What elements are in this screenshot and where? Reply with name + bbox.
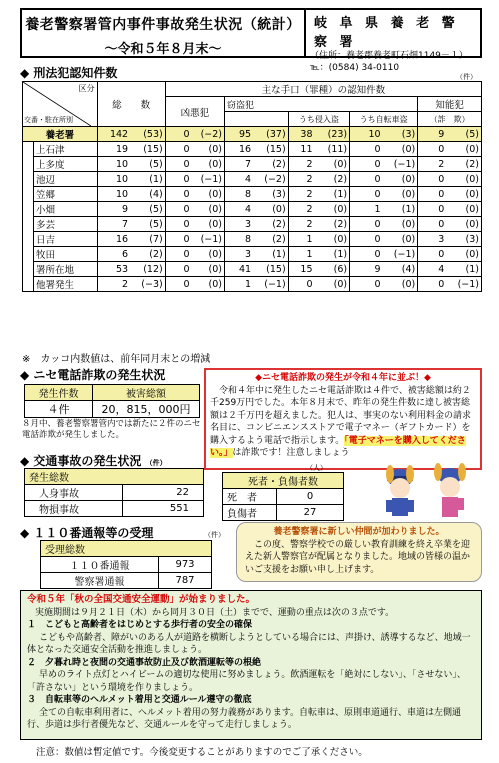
fraud-note: ８月中、養老警察署管内では新たに２件のニセ電話詐欺が発生しました。: [22, 419, 201, 440]
cell-value: 9: [97, 202, 130, 217]
cell-change: (−2): [192, 127, 225, 142]
news-announcement: [236, 522, 482, 582]
cell-value: 6: [97, 247, 130, 262]
cell-change: (2): [253, 232, 288, 247]
cell-value: 0: [165, 262, 191, 277]
campaign-point-1: １ こどもと高齢者をはじめとする歩行者の安全の確保: [27, 620, 253, 630]
cell-value: 0: [288, 277, 314, 292]
cell-change: (15): [130, 142, 165, 157]
table-row: [23, 142, 482, 157]
cell-change: (0): [315, 277, 350, 292]
cell-value: 0: [165, 127, 191, 142]
traffic-section-title: [20, 452, 167, 469]
mascot-left-icon: [386, 465, 414, 516]
cell-change: (−3): [130, 277, 165, 292]
cell-value: 53: [97, 262, 130, 277]
table-row: [23, 172, 482, 187]
news-body: この度、警察学校での厳しい教育訓練を終え卒業を迎えた新人警察官が配属となりました。地域の皆様の温かいご支援をお願い申し上げます。: [245, 539, 471, 575]
cell-change: (12): [130, 262, 165, 277]
cell-change: (0): [446, 247, 481, 262]
cell-change: (23): [315, 127, 350, 142]
station-name: 多芸: [33, 217, 97, 232]
header-org-box: [306, 8, 482, 73]
cell-value: 1: [288, 232, 314, 247]
station-name: 笠郷: [33, 187, 97, 202]
call110-station-value: 787: [159, 573, 212, 589]
cell-change: (−1): [383, 157, 418, 172]
table-row: [23, 217, 482, 232]
cell-change: (0): [192, 157, 225, 172]
cell-value: 16: [97, 232, 130, 247]
station-name: 署所在地: [33, 262, 97, 277]
table-row: [23, 262, 482, 277]
table-row: [23, 202, 482, 217]
header-kubun: 区分: [78, 84, 95, 93]
cell-change: (53): [130, 127, 165, 142]
cell-change: (1): [446, 262, 481, 277]
call110-emergency-value: 973: [159, 557, 212, 573]
cell-value: 19: [97, 142, 130, 157]
cell-value: 0: [350, 187, 383, 202]
cell-change: (−1): [192, 172, 225, 187]
traffic-property-value: 551: [123, 501, 204, 517]
campaign-point-3-body: 全ての自転車利用者に、ヘルメット着用の努力義務があります。自転車は、原則車道通行、車道は左側通行、歩道は歩行者優先など、交通ルールを守って走行しましょう。: [27, 707, 462, 730]
station-name: 日吉: [33, 232, 97, 247]
cell-value: 38: [288, 127, 314, 142]
crime-section-title: ◆ 刑法犯認知件数: [20, 66, 118, 80]
cell-change: (11): [315, 142, 350, 157]
row-indent: [23, 247, 34, 262]
header-title-box: [20, 8, 306, 58]
cell-change: (15): [253, 262, 288, 277]
casualty-death-label: 死 者: [223, 489, 277, 505]
traffic-unit: （件）: [145, 459, 167, 467]
call110-emergency-label: １１０番通報: [41, 557, 159, 573]
fraud-section-title: ◆ ニセ電話詐欺の発生状況: [20, 368, 166, 382]
campaign-box: [20, 590, 482, 740]
casualty-injured-label: 負傷者: [223, 505, 277, 521]
table-row: [23, 277, 482, 292]
cell-change: (1): [383, 202, 418, 217]
cell-change: (0): [446, 202, 481, 217]
cell-change: (0): [192, 217, 225, 232]
org-name: 岐 阜 県 養 老 警 察 署: [314, 16, 459, 50]
traffic-hdr: 発生総数: [25, 469, 204, 485]
call110-unit: （件）: [204, 531, 225, 539]
campaign-title: 令和５年「秋の全国交通安全運動」が始まりました。: [27, 594, 256, 605]
cell-value: 7: [97, 217, 130, 232]
cell-change: (−2): [253, 172, 288, 187]
header-bike: うち自転車盗: [350, 112, 418, 127]
cell-change: (1): [315, 247, 350, 262]
cell-value: 95: [225, 127, 254, 142]
traffic-title: ◆ 交通事故の発生状況: [20, 454, 142, 468]
fraud-count: ４件: [25, 401, 93, 418]
row-indent: [23, 217, 34, 232]
crime-header-diagonal: [23, 82, 98, 127]
cell-value: 0: [165, 217, 191, 232]
org-address: （住所：養老郡養老町石畑1149－１）: [310, 51, 468, 61]
call110-station-label: 警察署通報: [41, 573, 159, 589]
news-title: 養老警察署に新しい仲間が加わりました。: [273, 527, 445, 537]
casualty-injured-value: 27: [277, 505, 344, 521]
cell-change: (0): [446, 187, 481, 202]
cell-value: 0: [350, 277, 383, 292]
traffic-injury-label: 人身事故: [25, 485, 123, 501]
header-burglary: うち侵入盗: [288, 112, 349, 127]
fraud-col-count: 発生件数: [25, 385, 93, 401]
cell-value: 2: [288, 202, 314, 217]
cell-value: 2: [418, 157, 447, 172]
cell-change: (5): [130, 157, 165, 172]
call110-table: [40, 540, 212, 589]
cell-value: 2: [288, 157, 314, 172]
page-period: ～令和５年８月末～: [104, 42, 222, 57]
crime-table: [22, 81, 482, 292]
cell-value: 0: [350, 247, 383, 262]
cell-value: 0: [165, 202, 191, 217]
row-indent: [23, 172, 34, 187]
alert-tail: は詐欺です！注意しましょう: [232, 448, 350, 458]
cell-value: 10: [350, 127, 383, 142]
station-name: 牧田: [33, 247, 97, 262]
fraud-table: [24, 384, 200, 418]
traffic-table: [24, 468, 204, 517]
cell-change: (6): [315, 262, 350, 277]
campaign-point-2-body: 早めのライト点灯とハイビームの適切な使用に努めましょう。飲酒運転を「絶対にしない」、「させない」、「許さない」という環境を作りましょう。: [27, 670, 466, 693]
cell-change: (2): [315, 217, 350, 232]
cell-value: 0: [418, 187, 447, 202]
cell-value: 1: [288, 247, 314, 262]
alert-title: ◆ニセ電話詐欺の発生が令和４年に並ぶ！◆: [255, 373, 431, 383]
table-row: [23, 247, 482, 262]
cell-value: 0: [350, 172, 383, 187]
cell-change: (0): [446, 217, 481, 232]
cell-change: (2): [315, 172, 350, 187]
cell-value: 0: [350, 217, 383, 232]
page-title: 養老警察署管内事件事故発生状況（統計）: [25, 17, 301, 33]
cell-value: 2: [288, 187, 314, 202]
cell-value: 0: [350, 142, 383, 157]
cell-value: 0: [418, 247, 447, 262]
station-name: 養老署: [23, 127, 98, 142]
cell-change: (0): [192, 142, 225, 157]
cell-change: (4): [130, 187, 165, 202]
cell-change: (2): [253, 217, 288, 232]
crime-table-body: [23, 127, 482, 292]
call110-section-title: ◆ １１０番通報等の受理: [20, 526, 154, 540]
cell-value: 1: [350, 202, 383, 217]
cell-value: 11: [288, 142, 314, 157]
cell-value: 3: [225, 247, 254, 262]
cell-value: 8: [225, 187, 254, 202]
cell-value: 4: [225, 172, 254, 187]
cell-change: (0): [192, 202, 225, 217]
cell-change: (0): [446, 142, 481, 157]
cell-value: 0: [418, 202, 447, 217]
org-tel: ℡：(0584) 34-0110: [310, 63, 400, 73]
cell-change: (0): [315, 157, 350, 172]
cell-change: (0): [383, 277, 418, 292]
cell-change: (2): [253, 157, 288, 172]
cell-value: 0: [418, 217, 447, 232]
header-theft: 窃盗犯: [225, 97, 418, 112]
cell-value: 0: [350, 232, 383, 247]
header-violent: 凶悪犯: [165, 97, 224, 127]
cell-change: (7): [130, 232, 165, 247]
cell-change: (−1): [192, 232, 225, 247]
station-name: 小畑: [33, 202, 97, 217]
cell-value: 15: [288, 262, 314, 277]
cell-change: (5): [130, 202, 165, 217]
table-row: [23, 127, 482, 142]
cell-change: (0): [383, 232, 418, 247]
cell-change: (4): [383, 262, 418, 277]
campaign-point-1-body: こどもや高齢者、障がいのある人が道路を横断しようとしている場合には、声掛け、誘導するなど、地域一体となった交通安全活動を推進しましょう。: [27, 632, 471, 655]
row-indent: [23, 232, 34, 247]
cell-value: 3: [225, 217, 254, 232]
casualty-hdr: 死者・負傷者数: [223, 473, 344, 489]
header-station: 交番・駐在所別: [24, 116, 73, 124]
cell-change: (0): [192, 277, 225, 292]
cell-change: (0): [192, 187, 225, 202]
cell-value: 10: [97, 187, 130, 202]
header-intel: 知能犯: [418, 97, 482, 112]
fraud-alert-box: [204, 368, 482, 470]
cell-change: (0): [383, 187, 418, 202]
campaign-period: 実施期間は９月２１日（木）から同月３０日（土）までで、運動の重点は次の３点です。: [35, 607, 395, 618]
traffic-property-label: 物損事故: [25, 501, 123, 517]
header-fraud: （詐 欺）: [418, 112, 482, 127]
cell-change: (3): [253, 187, 288, 202]
cell-value: 10: [97, 157, 130, 172]
cell-value: 0: [418, 277, 447, 292]
cell-change: (0): [315, 202, 350, 217]
cell-value: 8: [225, 232, 254, 247]
cell-value: 0: [165, 247, 191, 262]
traffic-injury-value: 22: [123, 485, 204, 501]
cell-change: (−1): [383, 247, 418, 262]
cell-change: (37): [253, 127, 288, 142]
footer-note: 注意：数値は暫定値です。今後変更することがありますのでご了承ください。: [36, 747, 368, 758]
campaign-point-3: ３ 自転車等のヘルメット着用と交通ルール遵守の徹底: [27, 695, 252, 705]
cell-change: (1): [130, 172, 165, 187]
alert-body-wrap: [210, 385, 476, 460]
cell-value: 1: [225, 277, 254, 292]
cell-value: 3: [418, 232, 447, 247]
row-indent: [23, 157, 34, 172]
row-indent: [23, 202, 34, 217]
campaign-point-2: ２ 夕暮れ時と夜間の交通事故防止及び飲酒運転等の根絶: [27, 657, 262, 668]
row-indent: [23, 262, 34, 277]
fraud-col-amount: 被害総額: [93, 385, 200, 401]
cell-value: 4: [225, 202, 254, 217]
station-name: 他署発生: [33, 277, 97, 292]
cell-value: 0: [165, 277, 191, 292]
cell-value: 41: [225, 262, 254, 277]
table-row: [23, 232, 482, 247]
table-row: [23, 157, 482, 172]
cell-change: (0): [383, 217, 418, 232]
mascot-right-icon: [434, 463, 466, 517]
alert-body: 令和４年中に発生したニセ電話詐欺は４件で、被害総額は約２千259万円でした。本年８月末で、昨年の発生件数に達し被害総額は２千万円を超えました。犯人は、事実のない利用料金の請求名目に、コンビニエンスストアで電子マネー（ギフトカード）を購入するよう電話で指示します。: [210, 385, 472, 446]
fraud-amount: 20，815，000円: [93, 401, 200, 418]
cell-value: 0: [165, 172, 191, 187]
table-row: [23, 187, 482, 202]
cell-change: (−1): [253, 277, 288, 292]
cell-value: 0: [165, 142, 191, 157]
casualty-table: [222, 472, 344, 521]
cell-change: (0): [253, 202, 288, 217]
cell-change: (15): [253, 142, 288, 157]
cell-change: (1): [253, 247, 288, 262]
cell-value: 142: [97, 127, 130, 142]
cell-change: (0): [383, 142, 418, 157]
cell-change: (2): [446, 157, 481, 172]
header-total: 総 数: [97, 82, 165, 127]
row-indent: [23, 187, 34, 202]
row-indent: [23, 142, 34, 157]
cell-value: 0: [165, 232, 191, 247]
cell-value: 2: [288, 217, 314, 232]
header-main: 主な手口（罪種）の認知件数: [165, 82, 481, 97]
cell-change: (0): [446, 172, 481, 187]
cell-change: (3): [446, 232, 481, 247]
row-indent: [23, 277, 34, 292]
station-name: 上多度: [33, 157, 97, 172]
cell-value: 0: [418, 142, 447, 157]
casualty-unit: （人）: [306, 464, 327, 472]
cell-value: 0: [165, 187, 191, 202]
cell-value: 16: [225, 142, 254, 157]
cell-value: 4: [418, 262, 447, 277]
cell-value: 0: [165, 157, 191, 172]
call110-hdr: 受理総数: [41, 541, 212, 557]
cell-change: (5): [446, 127, 481, 142]
cell-change: (3): [383, 127, 418, 142]
cell-value: 2: [97, 277, 130, 292]
cell-change: (−1): [446, 277, 481, 292]
cell-change: (1): [315, 187, 350, 202]
crime-unit: （件）: [456, 73, 477, 81]
alert-highlight: 「電子マネーを購入してください。」: [210, 435, 466, 458]
cell-value: 2: [288, 172, 314, 187]
cell-value: 10: [97, 172, 130, 187]
cell-value: 9: [350, 262, 383, 277]
station-name: 池辺: [33, 172, 97, 187]
cell-value: 0: [350, 157, 383, 172]
cell-change: (2): [130, 247, 165, 262]
crime-note: ※ カッコ内数値は、前年同月末との増減: [22, 354, 211, 365]
cell-change: (0): [192, 262, 225, 277]
cell-change: (0): [383, 172, 418, 187]
cell-change: (5): [130, 217, 165, 232]
header-theft-blank: [225, 112, 289, 127]
station-name: 上石津: [33, 142, 97, 157]
casualty-death-value: 0: [277, 489, 344, 505]
cell-value: 0: [418, 172, 447, 187]
cell-change: (0): [315, 232, 350, 247]
cell-change: (0): [192, 247, 225, 262]
cell-value: 9: [418, 127, 447, 142]
cell-value: 7: [225, 157, 254, 172]
police-mascot-illustration: [372, 462, 482, 524]
